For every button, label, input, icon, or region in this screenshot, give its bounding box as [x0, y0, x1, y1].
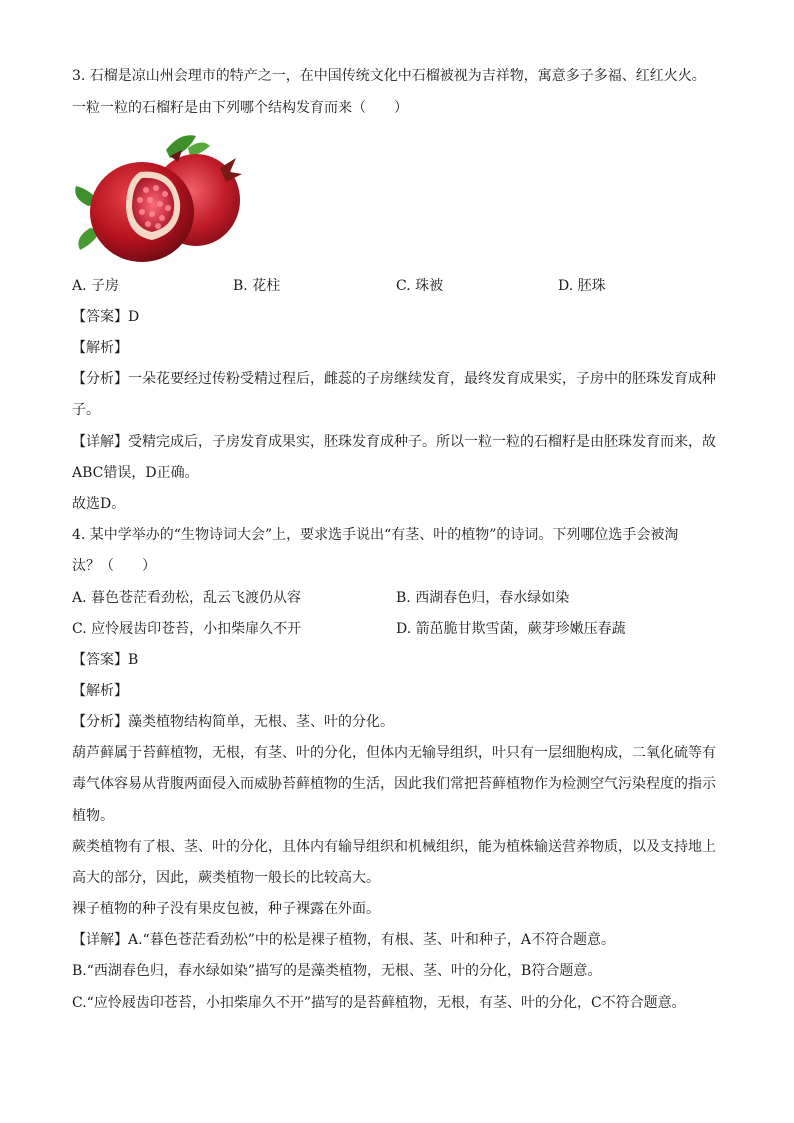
q3-stem-line2: 一粒一粒的石榴籽是由下列哪个结构发育而来（ ）	[72, 100, 408, 116]
q3-stem-line1: 3. 石榴是凉山州会理市的特产之一，在中国传统文化中石榴被视为吉祥物，寓意多子多福、红红火火。	[72, 68, 706, 84]
q4-fenxi-line1: 【分析】藻类植物结构简单，无根、茎、叶的分化。	[72, 714, 394, 730]
q4-option-b: B. 西湖春色归，春水绿如染	[396, 590, 570, 606]
q3-option-b: B. 花柱	[233, 278, 281, 294]
q4-xiangjie-a: 【详解】A.“暮色苍茫看劲松”中的松是裸子植物，有根、茎、叶和种子，A不符合题意。	[72, 932, 615, 948]
q4-para4: 裸子植物的种子没有果皮包被，种子裸露在外面。	[72, 901, 380, 917]
q4-para2-line1: 葫芦藓属于苔藓植物，无根，有茎、叶的分化，但体内无输导组织，叶只有一层细胞构成，二氧化硫等有	[72, 745, 716, 761]
q3-conclusion: 故选D。	[72, 496, 126, 512]
q4-para2-line2: 毒气体容易从背腹两面侵入而威胁苔藓植物的生活，因此我们常把苔藓植物作为检测空气污染程度的指示	[72, 776, 716, 792]
q4-xiangjie-c: C.“应怜屐齿印苍苔，小扣柴扉久不开”描写的是苔藓植物，无根，有茎、叶的分化，C不符合题意。	[72, 995, 686, 1011]
q4-stem-line1: 4. 某中学举办的“生物诗词大会”上，要求选手说出“有茎、叶的植物”的诗词。下列哪位选手会被淘	[72, 527, 679, 543]
q4-para2-line3: 植物。	[72, 808, 114, 824]
q4-xiangjie-b: B.“西湖春色归，春水绿如染”描写的是藻类植物，无根、茎、叶的分化，B符合题意。	[72, 963, 602, 979]
q4-option-d: D. 箭茁脆甘欺雪菌，蕨芽珍嫩压春蔬	[396, 621, 626, 637]
q4-para3-line2: 高大的部分，因此，蕨类植物一般长的比较高大。	[72, 870, 380, 886]
q3-option-d: D. 胚珠	[558, 278, 606, 294]
q4-option-c: C. 应怜屐齿印苍苔，小扣柴扉久不开	[72, 621, 302, 637]
q3-xiangjie-line1: 【详解】受精完成后，子房发育成果实，胚珠发育成种子。所以一粒一粒的石榴籽是由胚珠发育而来，故	[72, 434, 716, 450]
q3-analysis-label: 【解析】	[72, 340, 128, 356]
q3-answer: 【答案】D	[72, 309, 140, 325]
q4-option-a: A. 暮色苍茫看劲松，乱云飞渡仍从容	[72, 590, 302, 606]
pomegranate-image	[70, 128, 246, 266]
q3-xiangjie-line2: ABC错误，D正确。	[72, 465, 199, 481]
q3-option-a: A. 子房	[72, 278, 120, 294]
q3-fenxi-line2: 子。	[72, 402, 100, 418]
q4-para3-line1: 蕨类植物有了根、茎、叶的分化，且体内有输导组织和机械组织，能为植株输送营养物质，以及支持地上	[72, 839, 716, 855]
q3-fenxi-line1: 【分析】一朵花要经过传粉受精过程后，雌蕊的子房继续发育，最终发育成果实，子房中的胚珠发育成种	[72, 371, 716, 387]
q3-option-c: C. 珠被	[396, 278, 444, 294]
q4-analysis-label: 【解析】	[72, 683, 128, 699]
q4-stem-line2: 汰？（ ）	[72, 558, 156, 574]
q4-answer: 【答案】B	[72, 652, 139, 668]
